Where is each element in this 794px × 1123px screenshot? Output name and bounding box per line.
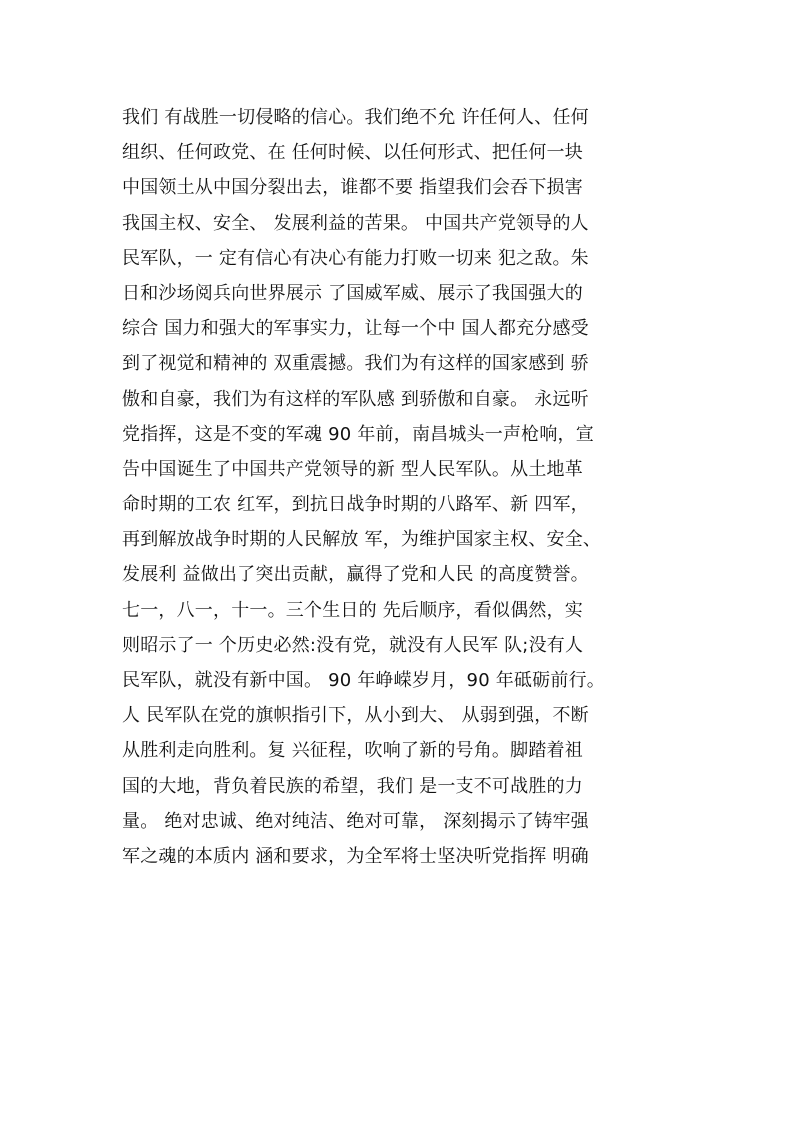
text-line: 人 民军队在党的旗帜指引下，从小到大、 从弱到强，不断 (122, 705, 589, 727)
body-text (122, 100, 682, 874)
text-line: 发展利 益做出了突出贡献，赢得了党和人民 的高度赞誉。 (122, 564, 589, 586)
text-line: 国的大地，背负着民族的希望，我们 是一支不可战胜的力 (122, 775, 583, 797)
text-line: 则昭示了一 个历史必然:没有党，就没有人民军 队;没有人 (122, 634, 584, 656)
text-line: 民军队，一 定有信心有决心有能力打败一切来 犯之敌。朱 (122, 247, 589, 269)
text-line: 告中国诞生了中国共产党领导的新 型人民军队。从土地革 (122, 458, 583, 480)
text-line: 量。 绝对忠诚、绝对纯洁、绝对可靠， 深刻揭示了铸牢强 (122, 810, 589, 832)
text-line: 我们 有战胜一切侵略的信心。我们绝不允 许任何人、任何 (122, 107, 589, 128)
text-line: 我国主权、安全、 发展利益的苦果。 中国共产党领导的人 (122, 212, 589, 234)
text-line: 民军队，就没有新中国。 90 年峥嵘岁月，90 年砥砺前行。 (122, 670, 605, 691)
text-line: 七一，八一，十一。三个生日的 先后顺序，看似偶然，实 (122, 599, 583, 621)
text-line: 再到解放战争时期的人民解放 军，为维护国家主权、安全、 (122, 529, 602, 551)
text-line: 到了视觉和精神的 双重震撼。我们为有这样的国家感到 骄 (122, 353, 589, 375)
text-line: 傲和自豪，我们为有这样的军队感 到骄傲和自豪。 永远听 (122, 388, 589, 410)
text-line: 党指挥，这是不变的军魂 90 年前，南昌城头一声枪响，宣 (122, 423, 594, 445)
text-line: 中国领土从中国分裂出去，谁都不要 指望我们会吞下损害 (122, 177, 583, 199)
text-line: 日和沙场阅兵向世界展示 了国威军威、展示了我国强大的 (122, 282, 583, 304)
text-line: 从胜利走向胜利。复 兴征程，吹响了新的号角。脚踏着祖 (122, 740, 583, 762)
text-line: 军之魂的本质内 涵和要求，为全军将士坚决听党指挥 明确 (122, 845, 589, 867)
text-line: 命时期的工农 红军，到抗日战争时期的八路军、新 四军， (122, 494, 589, 516)
text-line: 综合 国力和强大的军事实力，让每一个中 国人都充分感受 (122, 318, 589, 340)
text-line: 组织、任何政党、在 任何时候、以任何形式、把任何一块 (122, 142, 583, 164)
